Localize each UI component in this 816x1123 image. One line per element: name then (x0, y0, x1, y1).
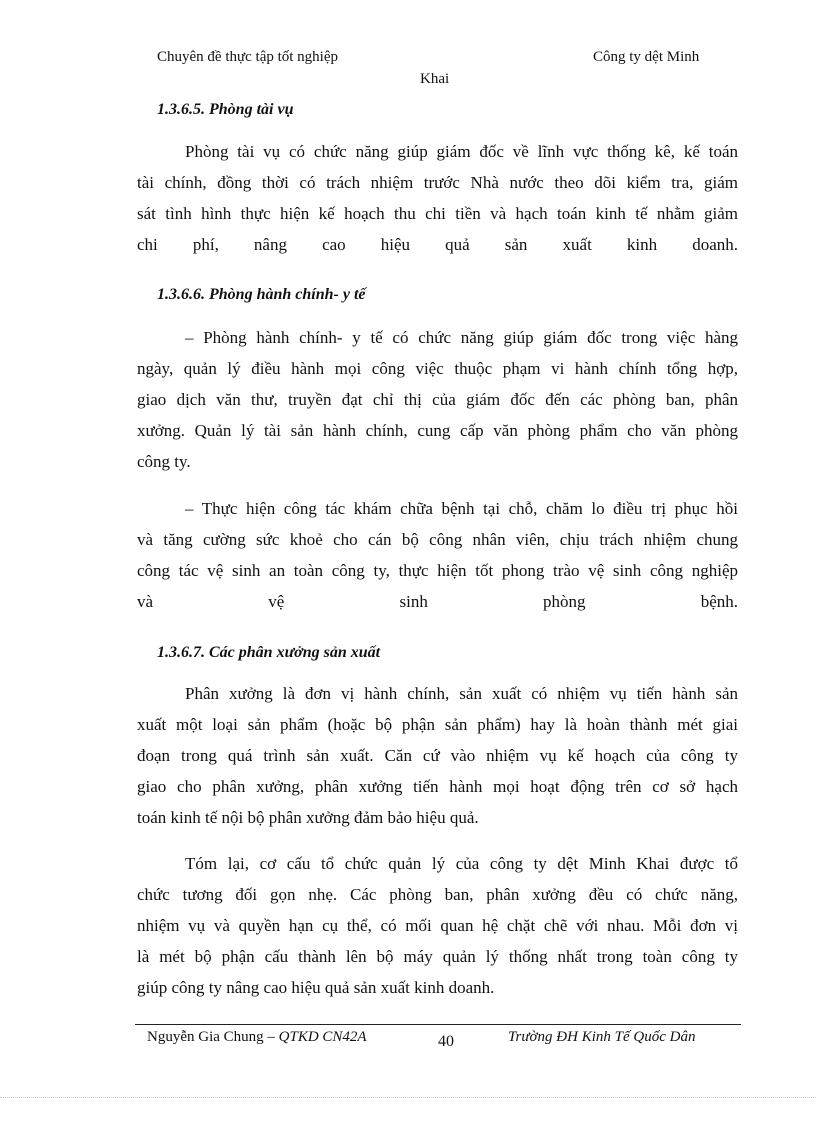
text-line: giao cho phân xưởng, phân xưởng tiến hành mọi hoạt động trên cơ sở hạch (137, 777, 738, 796)
text-line: nhiệm vụ và quyền hạn cụ thể, có mối quan hệ chặt chẽ với nhau. Mỗi đơn vị (137, 916, 738, 935)
footer-author: Nguyễn Gia Chung (147, 1029, 264, 1045)
page-number: 40 (438, 1033, 454, 1050)
text-line: và vệ sinh phòng bệnh. (137, 592, 738, 611)
text-line: đoạn trong quá trình sản xuất. Căn cứ vào nhiệm vụ kế hoạch của công ty (137, 746, 738, 765)
text-line: – Phòng hành chính- y tế có chức năng giúp giám đốc trong việc hàng (185, 328, 738, 347)
paragraph-administration-1 (137, 322, 738, 477)
text-line: giúp công ty nâng cao hiệu quả sản xuất kinh doanh. (137, 978, 495, 997)
text-line: Phân xưởng là đơn vị hành chính, sản xuất có nhiệm vụ tiến hành sản (185, 684, 738, 703)
footer-course: – QTKD CN42A (267, 1029, 367, 1045)
text-line: – Thực hiện công tác khám chữa bệnh tại chỗ, chăm lo điều trị phục hồi (185, 499, 738, 518)
text-line: chi phí, nâng cao hiệu quả sản xuất kinh doanh. (137, 235, 738, 254)
paragraph-finance (137, 136, 738, 260)
text-line: và tăng cường sức khoẻ cho cán bộ công nhân viên, chịu trách nhiệm chung (137, 530, 738, 549)
footer-divider (135, 1024, 741, 1025)
text-line: sát tình hình thực hiện kế hoạch thu chi tiền và hạch toán kinh tế nhằm giảm (137, 204, 738, 223)
text-line: tài chính, đồng thời có trách nhiệm trước Nhà nước theo dõi kiểm tra, giám (137, 173, 738, 192)
text-line: chức tương đối gọn nhẹ. Các phòng ban, phân xưởng đều có chức năng, (137, 885, 738, 904)
text-line: công tác vệ sinh an toàn công ty, thực hiện tốt phong trào vệ sinh công nghiệp (137, 561, 738, 580)
text-line: toán kinh tế nội bộ phân xưởng đảm bảo hiệu quả. (137, 808, 479, 827)
footer-author-block (147, 1029, 367, 1046)
paragraph-summary (137, 848, 738, 1003)
text-line: công ty. (137, 452, 191, 471)
paragraph-workshops (137, 678, 738, 833)
page-edge-divider (0, 1097, 816, 1098)
text-line: xuất một loại sản phẩm (hoặc bộ phận sản phẩm) hay là hoàn thành mét giai (137, 715, 738, 734)
section-heading-workshops: 1.3.6.7. Các phân xưởng sản xuất (157, 644, 381, 661)
header-company-name: Công ty dệt Minh (593, 49, 700, 65)
text-line: giao dịch văn thư, truyền đạt chỉ thị của giám đốc đến các phòng ban, phân (137, 390, 738, 409)
header-company-name-continued: Khai (420, 71, 450, 87)
text-line: Phòng tài vụ có chức năng giúp giám đốc về lĩnh vực thống kê, kế toán (185, 142, 738, 161)
footer-school: Trường ĐH Kinh Tế Quốc Dân (508, 1029, 696, 1045)
paragraph-administration-2 (137, 493, 738, 617)
text-line: xưởng. Quản lý tài sản hành chính, cung cấp văn phòng phẩm cho văn phòng (137, 421, 738, 440)
header-document-title: Chuyên đề thực tập tốt nghiệp (157, 49, 339, 65)
section-heading-finance: 1.3.6.5. Phòng tài vụ (157, 101, 294, 118)
text-line: là mét bộ phận cấu thành lên bộ máy quản lý thống nhất trong toàn công ty (137, 947, 738, 966)
text-line: Tóm lại, cơ cấu tổ chức quản lý của công ty dệt Minh Khai được tổ (185, 854, 738, 873)
text-line: ngày, quản lý điều hành mọi công việc thuộc phạm vi hành chính tổng hợp, (137, 359, 738, 378)
section-heading-administration: 1.3.6.6. Phòng hành chính- y tế (157, 286, 366, 303)
